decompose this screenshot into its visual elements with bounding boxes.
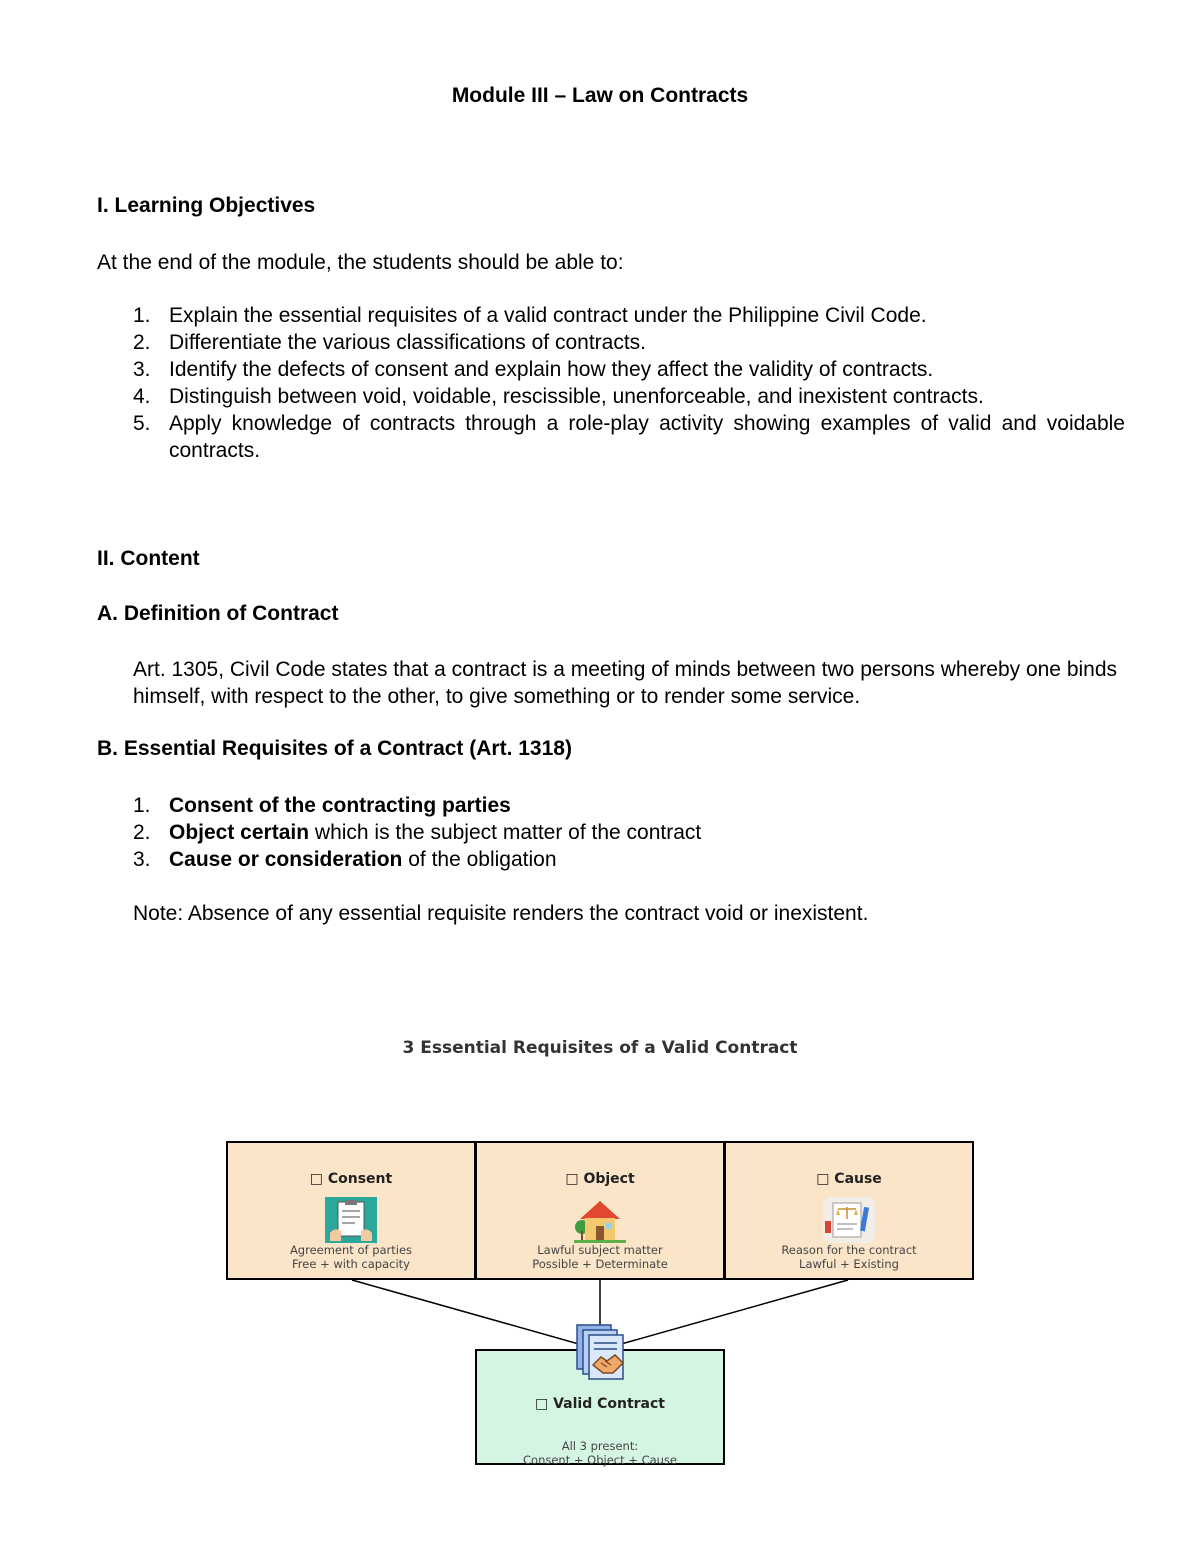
house-icon bbox=[574, 1197, 626, 1243]
requisite-description: Lawful subject matter Possible + Determinate bbox=[532, 1243, 668, 1271]
requisites-list bbox=[133, 792, 1123, 873]
list-item: 2. Differentiate the various classifications of contracts. bbox=[133, 331, 647, 354]
requisite-title: □ Object bbox=[565, 1171, 635, 1187]
requisite-title: □ Cause bbox=[816, 1171, 882, 1187]
requisite-description: Reason for the contract Lawful + Existing bbox=[781, 1243, 917, 1271]
list-item: 2. Object certain which is the subject matter of the contract bbox=[133, 821, 702, 844]
document-title: Module III – Law on Contracts bbox=[451, 84, 749, 107]
list-item: 1. Explain the essential requisites of a valid contract under the Philippine Civil Code. bbox=[133, 304, 927, 327]
section-heading-objectives: I. Learning Objectives bbox=[97, 194, 316, 217]
requisite-box-cause bbox=[724, 1141, 974, 1280]
clipboard-icon bbox=[325, 1197, 377, 1243]
list-item: 3. Identify the defects of consent and explain how they affect the validity of contracts. bbox=[133, 358, 934, 381]
list-item: 5. Apply knowledge of contracts through a role-play activity showing examples of valid and voidable contracts. bbox=[133, 412, 1125, 462]
objectives-list bbox=[133, 302, 1125, 464]
requisite-box-object bbox=[475, 1141, 725, 1280]
section-heading-content: II. Content bbox=[97, 547, 200, 570]
contract-handshake-icon bbox=[573, 1323, 629, 1383]
definition-text: Art. 1305, Civil Code states that a contract is a meeting of minds between two persons whereby one binds himself, with respect to the other, to give something or to render some service. bbox=[133, 658, 1118, 708]
scales-document-icon bbox=[823, 1197, 875, 1243]
objectives-intro: At the end of the module, the students should be able to: bbox=[97, 251, 624, 274]
requisite-description: Agreement of parties Free + with capacity bbox=[289, 1243, 413, 1271]
requisite-box-consent bbox=[226, 1141, 476, 1280]
subheading-requisites: B. Essential Requisites of a Contract (Art. 1318) bbox=[97, 737, 572, 760]
list-item: 1. Consent of the contracting parties bbox=[133, 794, 511, 817]
list-item: 3. Cause or consideration of the obligation bbox=[133, 848, 557, 871]
requisite-title: □ Consent bbox=[309, 1171, 393, 1187]
subheading-definition: A. Definition of Contract bbox=[97, 602, 339, 625]
requisites-note: Note: Absence of any essential requisite renders the contract void or inexistent. bbox=[133, 902, 869, 925]
valid-contract-title: □ Valid Contract bbox=[534, 1396, 665, 1412]
diagram-title: 3 Essential Requisites of a Valid Contract bbox=[402, 1038, 798, 1058]
list-item: 4. Distinguish between void, voidable, rescissible, unenforceable, and inexistent contracts. bbox=[133, 385, 984, 408]
valid-contract-description: All 3 present: Consent + Object + Cause bbox=[523, 1439, 677, 1467]
